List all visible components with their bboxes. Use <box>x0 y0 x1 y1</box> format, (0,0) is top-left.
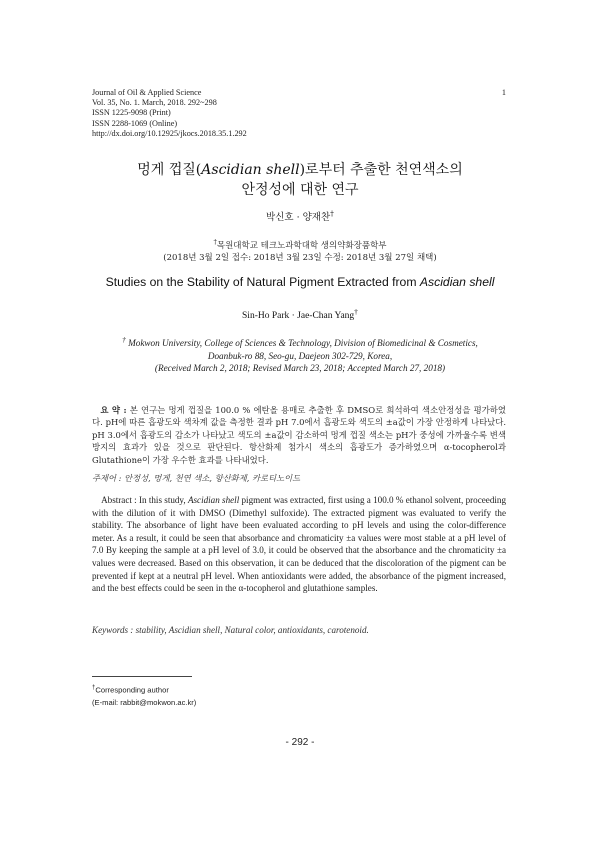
korean-title-post: )로부터 추출한 천연색소의 <box>299 162 463 178</box>
english-abstract <box>92 494 506 595</box>
english-abstract-text: pigment was extracted, first using a 100.0 % ethanol solvent, proceeding with the dilution of it with DMSO (Dimethyl sulfoxide). The extracted pigment was evaluated to verify the stability. The absorbance of light have been evaluated according to pH levels and using the color-difference meter. As a result, it could be seen that absorbance and chromaticity ±a values were most stable at a pH level of 7.0 By keeping the sample at a pH level of 3.0, it could be observed that the absorbance and the chromaticity ±a values were decreased. Based on this observation, it can be deduced that the discoloration of the pigment can be prevented if kept at a neutral pH level. When antioxidants were added, the absorbance of the pigment increased, and the best effects could be seen in the α-tocopherol and glutathione samples. <box>92 495 506 594</box>
english-abstract-pre: In this study, <box>139 495 188 505</box>
korean-abstract-label: 요 약 : <box>100 405 127 415</box>
english-title-italic: Ascidian shell <box>419 275 495 289</box>
english-affiliation-line2: Doanbuk-ro 88, Seo-gu, Daejeon 302-729, Korea, <box>207 350 393 361</box>
korean-authors <box>0 209 600 223</box>
footnote-corresponding: Corresponding author <box>95 685 169 695</box>
dagger-mark: † <box>92 684 96 691</box>
korean-title-pre: 멍게 껍질( <box>137 162 202 178</box>
dagger-mark: † <box>213 238 217 246</box>
footnote <box>92 682 196 709</box>
english-affiliation <box>0 334 600 375</box>
journal-doi: http://dx.doi.org/10.12925/jkocs.2018.35.1.292 <box>92 128 247 138</box>
korean-title-line2: 안정성에 대한 연구 <box>241 182 359 198</box>
dagger-mark: † <box>354 307 358 316</box>
korean-title <box>0 160 600 200</box>
footnote-line1 <box>92 682 196 697</box>
journal-name: Journal of Oil & Applied Science <box>92 88 202 97</box>
korean-affiliation-text: 목원대학교 테크노과학대학 생의약화장품학부 <box>216 240 387 251</box>
journal-issn-print: ISSN 1225-9098 (Print) <box>92 108 171 118</box>
dagger-mark: † <box>330 209 334 218</box>
page-marker: 1 <box>501 88 506 97</box>
english-authors-text: Sin-Ho Park · Jae-Chan Yang <box>242 311 355 322</box>
english-abstract-italic: Ascidian shell <box>187 495 240 505</box>
korean-affiliation-line1 <box>0 236 600 252</box>
english-dates: (Received March 2, 2018; Revised March 23, 2018; Accepted March 27, 2018) <box>154 363 446 374</box>
korean-affiliation <box>0 236 600 264</box>
dagger-mark: † <box>122 335 126 344</box>
english-keywords: Keywords : stability, Ascidian shell, Natural color, antioxidants, carotenoid. <box>92 625 369 635</box>
english-affiliation-text: Mokwon University, College of Sciences & Technology, Division of Biomedicinal & Cosmetics, <box>128 338 478 349</box>
korean-abstract-text: 본 연구는 멍게 껍질을 100.0 % 에탄올 용매로 추출한 후 DMSO로 희석하여 색소안정성을 평가하였다. pH에 따른 흡광도와 색차계 값을 측정한 결과 pH 7.0에서 흡광도와 색도의 ±a값이 가장 안정하게 나타났다. pH 3.0에서 흡광도의 감소가 나타났고 색도의 ±a값이 감소하여 멍게 껍질 색소는 pH가 중성에 가까울수록 변색방지의 효과가 있을 것으로 판단된다. 항산화제 첨가시 색소의 흡광도가 증가하였으며 α-tocopherol과 Glutathione이 가장 우수한 효과를 나타내었다. <box>92 405 506 465</box>
korean-keywords: 주제어 : 안정성, 멍게, 천연 색소, 항산화제, 카로티노이드 <box>92 473 301 483</box>
korean-dates: (2018년 3월 2일 접수: 2018년 3월 23일 수정: 2018년 3월 27일 채택) <box>163 252 437 263</box>
korean-title-italic: Ascidian shell <box>201 162 300 178</box>
english-abstract-label: Abstract : <box>101 495 137 505</box>
english-affiliation-line1 <box>0 334 600 350</box>
journal-issn-online: ISSN 2288-1069 (Online) <box>92 118 178 128</box>
english-title-pre: Studies on the Stability of Natural Pigment Extracted from <box>105 275 420 289</box>
korean-authors-text: 박신호 · 양재찬 <box>266 212 331 224</box>
footnote-divider <box>92 676 192 677</box>
journal-info <box>92 88 247 139</box>
korean-title-line1 <box>0 160 600 180</box>
korean-abstract <box>92 404 506 466</box>
journal-volume: Vol. 35, No. 1. March, 2018. 292~298 <box>92 98 217 108</box>
page-number: - 292 - <box>285 737 315 748</box>
english-title <box>0 275 600 289</box>
english-authors <box>0 307 600 321</box>
footnote-email: (E-mail: rabbit@mokwon.ac.kr) <box>92 697 197 707</box>
